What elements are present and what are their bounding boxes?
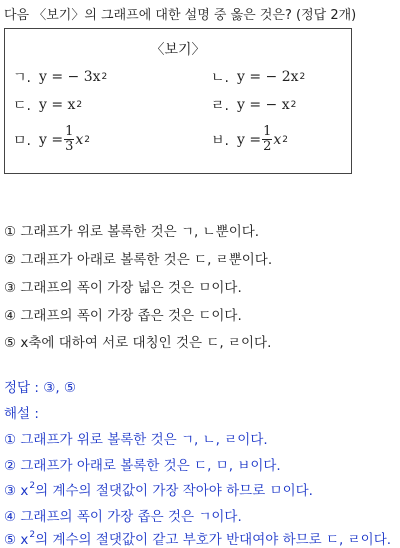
item-mark: ㄷ. xyxy=(13,98,31,114)
explanation-5 xyxy=(4,528,391,548)
explanation-text: ② 그래프가 아래로 볼록한 것은 ㄷ, ㅁ, ㅂ이다. xyxy=(4,458,281,474)
fraction xyxy=(262,125,272,154)
explanation-label: 해설 : xyxy=(4,406,39,422)
item-variable: x xyxy=(273,131,282,148)
explanation-text-cont: 의 계수의 절댓값이 같고 부호가 반대여야 하므로 ㄷ, ㄹ이다. xyxy=(35,532,392,548)
fraction xyxy=(64,125,74,154)
item-formula: y = − 2x xyxy=(236,69,299,85)
explanation-2 xyxy=(4,454,281,474)
item-exponent: 2 xyxy=(282,134,288,145)
bogi-box xyxy=(4,28,352,174)
item-exponent: 2 xyxy=(76,100,83,110)
fraction-numerator: 1 xyxy=(263,124,272,139)
fraction-denominator: 3 xyxy=(65,139,74,154)
explanation-1 xyxy=(4,428,268,448)
bogi-item-5 xyxy=(13,125,90,154)
item-variable: x xyxy=(75,131,84,148)
explanation-text: ④ 그래프의 폭이 가장 좁은 것은 ㄱ이다. xyxy=(4,509,242,525)
explanation-exponent: 2 xyxy=(29,481,36,491)
bogi-item-4 xyxy=(211,95,296,115)
bogi-item-3 xyxy=(13,95,82,115)
item-formula: y = − x xyxy=(236,97,290,113)
item-mark: ㅁ. xyxy=(13,132,31,149)
explanation-text: ① 그래프가 위로 볼록한 것은 ㄱ, ㄴ, ㄹ이다. xyxy=(4,432,268,448)
option-2: ② 그래프가 아래로 볼록한 것은 ㄷ, ㄹ뿐이다. xyxy=(4,252,273,268)
item-formula: y = − 3x xyxy=(38,69,101,85)
item-exponent: 2 xyxy=(101,72,108,82)
item-formula: y = x xyxy=(38,97,76,113)
bogi-item-6 xyxy=(211,125,288,154)
item-formula: y = xyxy=(38,131,64,148)
option-3: ③ 그래프의 폭이 가장 넓은 것은 ㅁ이다. xyxy=(4,280,242,296)
item-exponent: 2 xyxy=(290,100,297,110)
item-mark: ㅂ. xyxy=(211,132,229,149)
explanation-4 xyxy=(4,505,242,525)
explanation-text: ③ x xyxy=(4,483,29,499)
question-text: 다음 〈보기〉의 그래프에 대한 설명 중 옳은 것은? (정답 2개) xyxy=(4,8,357,23)
bogi-item-2 xyxy=(211,67,305,87)
fraction-numerator: 1 xyxy=(65,124,74,139)
option-5: ⑤ x축에 대하여 서로 대칭인 것은 ㄷ, ㄹ이다. xyxy=(4,335,272,351)
item-exponent: 2 xyxy=(299,72,306,82)
item-mark: ㄴ. xyxy=(211,70,229,86)
option-4: ④ 그래프의 폭이 가장 좁은 것은 ㄷ이다. xyxy=(4,308,242,324)
fraction-denominator: 2 xyxy=(263,139,272,154)
bogi-item-1 xyxy=(13,67,107,87)
item-formula: y = xyxy=(236,131,262,148)
explanation-text: ⑤ x xyxy=(4,532,29,548)
bogi-title: 〈보기〉 xyxy=(150,42,206,58)
explanation-3 xyxy=(4,479,313,499)
answer-label: 정답 : ③, ⑤ xyxy=(4,380,77,396)
item-mark: ㄹ. xyxy=(211,98,229,114)
explanation-text-cont: 의 계수의 절댓값이 가장 작아야 하므로 ㅁ이다. xyxy=(35,483,313,499)
item-mark: ㄱ. xyxy=(13,70,31,86)
option-1: ① 그래프가 위로 볼록한 것은 ㄱ, ㄴ뿐이다. xyxy=(4,224,260,240)
item-exponent: 2 xyxy=(84,134,90,145)
explanation-exponent: 2 xyxy=(29,530,36,540)
